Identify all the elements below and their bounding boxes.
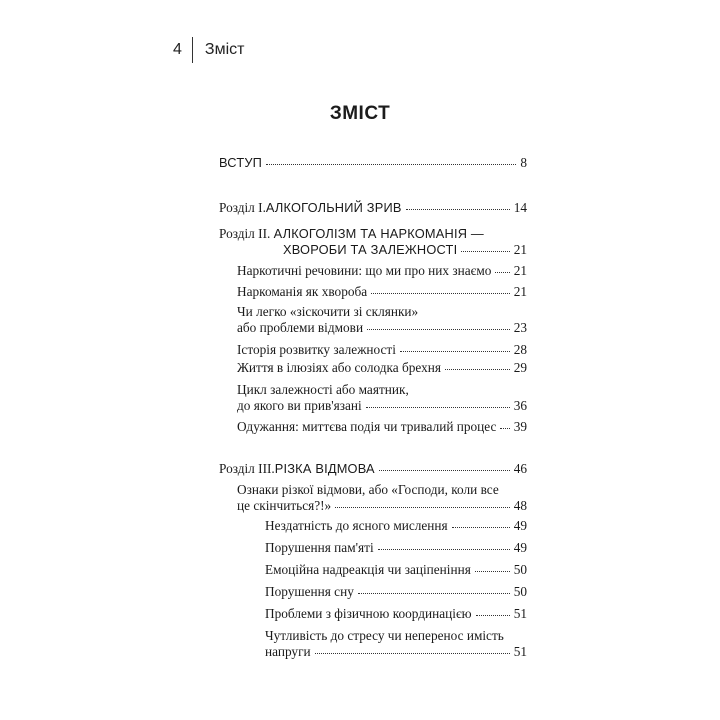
- toc-subentry[interactable]: [237, 419, 527, 435]
- toc-entry-page: 28: [513, 342, 527, 357]
- toc-entry-page: 21: [513, 284, 527, 299]
- toc-entry-title: Цикл залежності або маятник,: [237, 382, 409, 397]
- dot-leader: [475, 571, 510, 572]
- toc-subentry[interactable]: [237, 360, 527, 376]
- toc-entry-title: Проблеми з фізичною координацією: [265, 606, 472, 621]
- toc-entry-title-continued: напруги: [265, 644, 311, 659]
- toc-entry-title: РІЗКА ВІДМОВА: [274, 461, 375, 476]
- toc-title: ЗМІСТ: [329, 103, 391, 124]
- toc-entry-page: 23: [513, 320, 527, 335]
- toc-subsubentry[interactable]: [265, 540, 527, 556]
- toc-subentry[interactable]: [237, 482, 527, 514]
- dot-leader: [371, 293, 510, 294]
- toc-entry-page: 21: [513, 242, 527, 257]
- toc-entry-page: 46: [513, 461, 527, 476]
- toc-entry-title: ВСТУП: [219, 155, 263, 170]
- dot-leader: [400, 351, 510, 352]
- toc-entry-title-continued: або проблеми відмови: [237, 320, 364, 335]
- dot-leader: [461, 251, 509, 252]
- dot-leader: [315, 653, 510, 654]
- dot-leader: [366, 407, 510, 408]
- toc-entry-page: 49: [513, 518, 527, 533]
- toc-entry-title: Наркоманія як хвороба: [237, 284, 368, 299]
- dot-leader: [500, 428, 509, 429]
- toc-entry-page: 49: [513, 540, 527, 555]
- toc-entry-page: 36: [513, 398, 527, 413]
- toc-subentry[interactable]: [237, 382, 527, 414]
- toc-subsubentry[interactable]: [265, 562, 527, 578]
- chapter-prefix: Розділ ІІІ.: [219, 461, 275, 476]
- toc-subsubentry[interactable]: [265, 518, 527, 534]
- toc-entry-title-continued: до якого ви прив'язані: [237, 398, 362, 413]
- dot-leader: [358, 593, 510, 594]
- toc-subentry[interactable]: [237, 263, 527, 279]
- dot-leader: [378, 549, 510, 550]
- dot-leader: [406, 209, 510, 210]
- toc-entry-title: АЛКОГОЛЬНИЙ ЗРИВ: [265, 200, 402, 215]
- toc-subsubentry[interactable]: [265, 628, 527, 660]
- dot-leader: [379, 470, 510, 471]
- toc-subsubentry[interactable]: [265, 606, 527, 622]
- toc-entry-title-continued: це скінчиться?!»: [237, 498, 332, 513]
- toc-entry-title: Одужання: миттєва подія чи тривалий процес: [237, 419, 497, 434]
- toc-entry-title: Історія розвитку залежності: [237, 342, 396, 357]
- running-header: [173, 36, 244, 64]
- toc-entry-page: 51: [513, 606, 527, 621]
- dot-leader: [266, 164, 516, 165]
- toc-entry-page: 48: [513, 498, 527, 513]
- toc-subentry[interactable]: [237, 342, 527, 358]
- page-number: 4: [173, 41, 182, 58]
- dot-leader: [495, 272, 509, 273]
- toc-entry-title: АЛКОГОЛІЗМ ТА НАРКОМАНІЯ —: [273, 226, 484, 241]
- toc-entry-title: Життя в ілюзіях або солодка брехня: [237, 360, 442, 375]
- toc-entry-page: 14: [513, 200, 527, 215]
- toc-entry-title: Наркотичні речовини: що ми про них знаємо: [237, 263, 492, 278]
- dot-leader: [452, 527, 510, 528]
- dot-leader: [445, 369, 510, 370]
- toc-entry-title: Чутливість до стресу чи неперенос имість: [265, 628, 504, 643]
- toc-entry-title: Чи легко «зіскочити зі склянки»: [237, 304, 419, 319]
- toc-entry-page: 50: [513, 584, 527, 599]
- toc-entry-page: 21: [513, 263, 527, 278]
- toc-entry-title-continued: ХВОРОБИ ТА ЗАЛЕЖНОСТІ: [283, 242, 458, 257]
- dot-leader: [476, 615, 510, 616]
- toc-entry-chapter-2[interactable]: [219, 226, 527, 258]
- toc-entry-page: 8: [520, 155, 527, 170]
- toc-entry-title: Порушення пам'яті: [265, 540, 374, 555]
- toc-entry-page: 39: [513, 419, 527, 434]
- chapter-prefix: Розділ І.: [219, 200, 266, 215]
- toc-entry-page: 50: [513, 562, 527, 577]
- toc-subentry[interactable]: [237, 304, 527, 336]
- toc-entry-page: 51: [513, 644, 527, 659]
- chapter-prefix: Розділ ІІ.: [219, 226, 274, 241]
- toc-entry-intro[interactable]: [219, 155, 527, 171]
- dot-leader: [335, 507, 510, 508]
- dot-leader: [367, 329, 510, 330]
- toc-subentry[interactable]: [237, 284, 527, 300]
- running-section-title: Зміст: [204, 41, 245, 58]
- toc-entry-title: Ознаки різкої відмови, або «Господи, коли все: [237, 482, 499, 497]
- toc-entry-chapter-3[interactable]: [219, 461, 527, 477]
- toc-entry-title: Порушення сну: [265, 584, 354, 599]
- toc-entry-title: Нездатність до ясного мислення: [265, 518, 448, 533]
- toc-entry-page: 29: [513, 360, 527, 375]
- toc-entry-chapter-1[interactable]: [219, 200, 527, 216]
- toc-subsubentry[interactable]: [265, 584, 527, 600]
- toc-entry-title: Емоційна надреакція чи заціпеніння: [265, 562, 471, 577]
